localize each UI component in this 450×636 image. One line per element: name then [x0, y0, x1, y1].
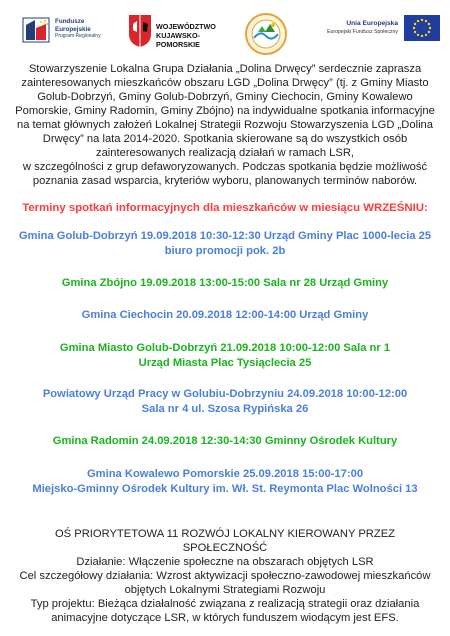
intro-paragraph — [12, 62, 438, 188]
eu-star — [425, 20, 427, 22]
program-line: SPOŁECZNOŚĆ — [182, 542, 268, 554]
fe-title-2: Europejskie — [55, 25, 91, 33]
meeting-zbojno — [8, 276, 442, 291]
meeting-line: Miejsko-Gminny Ośrodek Kultury im. Wł. St. Reymonta Plac Wolności 13 — [32, 482, 418, 495]
eu-star — [414, 31, 416, 33]
eu-star — [414, 23, 416, 25]
wk-line-1: WOJEWÓDZTWO — [156, 22, 216, 31]
wk-line-2: KUJAWSKO-POMORSKIE — [156, 31, 200, 49]
coat-of-arms-icon — [128, 14, 152, 48]
program-line: animacyjne dotyczące LSR, w których funduszem wiodącym jest EFS. — [51, 612, 399, 624]
intro-line: zainteresowanych realizacją działań w ramach LSR, — [95, 147, 355, 159]
program-line: OŚ PRIORYTETOWA 11 ROZWÓJ LOKALNY KIEROWANY PRZEZ — [54, 528, 396, 540]
eu-star — [417, 20, 419, 22]
eu-star — [413, 27, 415, 29]
meeting-line: Powiatowy Urząd Pracy w Golubiu-Dobrzyniu 24.09.2018 10:00-12:00 — [42, 388, 408, 400]
eu-flag-icon — [404, 15, 440, 41]
intro-line: poznania zasad wsparcia, kryteriów wyboru, planowanych terminów naborów. — [32, 175, 418, 187]
eu-star — [421, 19, 423, 21]
program-line: objętych Lokalnymi Strategiami Rozwoju — [124, 584, 326, 596]
intro-line: Stowarzyszenie Lokalna Grupa Działania „Dolina Drwęcy” serdecznie zaprasza — [28, 63, 422, 75]
program-info — [8, 527, 442, 625]
eu-star — [429, 27, 431, 29]
program-line: Cel szczegółowy działania: Wzrost aktywizacji społeczno-zawodowej mieszkańców — [19, 570, 431, 582]
logo-wojewodztwo — [128, 12, 238, 56]
meeting-line: Sala nr 4 ul. Szosa Rypińska 26 — [141, 402, 309, 415]
meeting-line: Gmina Miasto Golub-Dobrzyń 21.09.2018 10:00-12:00 Sala nr 1 — [59, 342, 391, 354]
meeting-golub-dobrzyn — [8, 229, 442, 258]
meeting-line: biuro promocji pok. 2b — [164, 244, 286, 257]
program-line: Działanie: Włączenie społeczne na obszarach objętych LSR — [76, 556, 374, 568]
meeting-powiatowy-urzad-pracy — [8, 387, 442, 416]
logo-unia-europejska — [306, 12, 442, 56]
eu-star — [428, 31, 430, 33]
meeting-miasto-golub-dobrzyn — [8, 341, 442, 370]
fe-subtitle: Program Regionalny — [55, 33, 101, 40]
logo-fundusze-europejskie — [22, 12, 120, 56]
meeting-kowalewo-pomorskie — [8, 467, 442, 496]
program-line: Typ projektu: Bieżąca działalność związana z realizacją strategii oraz działania — [30, 598, 420, 610]
intro-line: Golub-Dobrzyń, Gminy Golub-Dobrzyń, Gminy Ciechocin, Gminy Kowalewo — [37, 91, 413, 103]
meeting-line: Gmina Ciechocin 20.09.2018 12:00-14:00 Urząd Gminy — [81, 309, 369, 321]
eu-star — [421, 35, 423, 37]
intro-line: Drwęcy” na lata 2014-2020. Spotkania skierowane są do wszystkich osób — [42, 133, 408, 145]
eu-star — [425, 34, 427, 36]
logo-bar — [0, 12, 450, 56]
ue-title: Unia Europejska — [346, 20, 398, 27]
fe-title-1: Fundusze — [55, 18, 85, 25]
fundusze-europejskie-icon — [22, 16, 52, 44]
intro-line: w szczególności z grup defaworyzowanych. Podczas spotkania będzie możliwość — [22, 161, 428, 173]
schedule-heading: Terminy spotkań informacyjnych dla mieszkańców w miesiącu WRZEŚNIU: — [22, 202, 428, 214]
ue-subtitle: Europejski Fundusz Społeczny — [327, 29, 398, 35]
intro-line: zainteresowanych mieszkańców obszaru LGD „Dolina Drwęcy” (tj. z Gminy Miasto — [21, 77, 429, 89]
meeting-line: Gmina Zbójno 19.09.2018 13:00-15:00 Sala nr 28 Urząd Gminy — [61, 277, 389, 289]
meeting-radomin — [8, 434, 442, 449]
logo-lgd-dolina-drwecy — [244, 12, 288, 56]
meeting-line: Gmina Kowalewo Pomorskie 25.09.2018 15:00-17:00 — [86, 468, 364, 480]
meeting-ciechocin — [8, 308, 442, 323]
intro-line: na temat głównych założeń Lokalnej Strategii Rozwoju Stowarzyszenia LGD „Dolina — [16, 119, 433, 131]
meeting-line: Urząd Miasta Plac Tysiąclecia 25 — [138, 356, 312, 369]
lgd-seal-icon — [244, 12, 288, 56]
intro-line: Pomorskie, Gminy Radomin, Gminy Zbójno) na indywidualne spotkania informacyjne — [15, 105, 435, 117]
eu-star — [417, 34, 419, 36]
eu-star — [428, 23, 430, 25]
meeting-line: Gmina Radomin 24.09.2018 12:30-14:30 Gminny Ośrodek Kultury — [52, 435, 398, 447]
meeting-line: Gmina Golub-Dobrzyń 19.09.2018 10:30-12:30 Urząd Gminy Plac 1000-lecia 25 — [18, 230, 432, 242]
